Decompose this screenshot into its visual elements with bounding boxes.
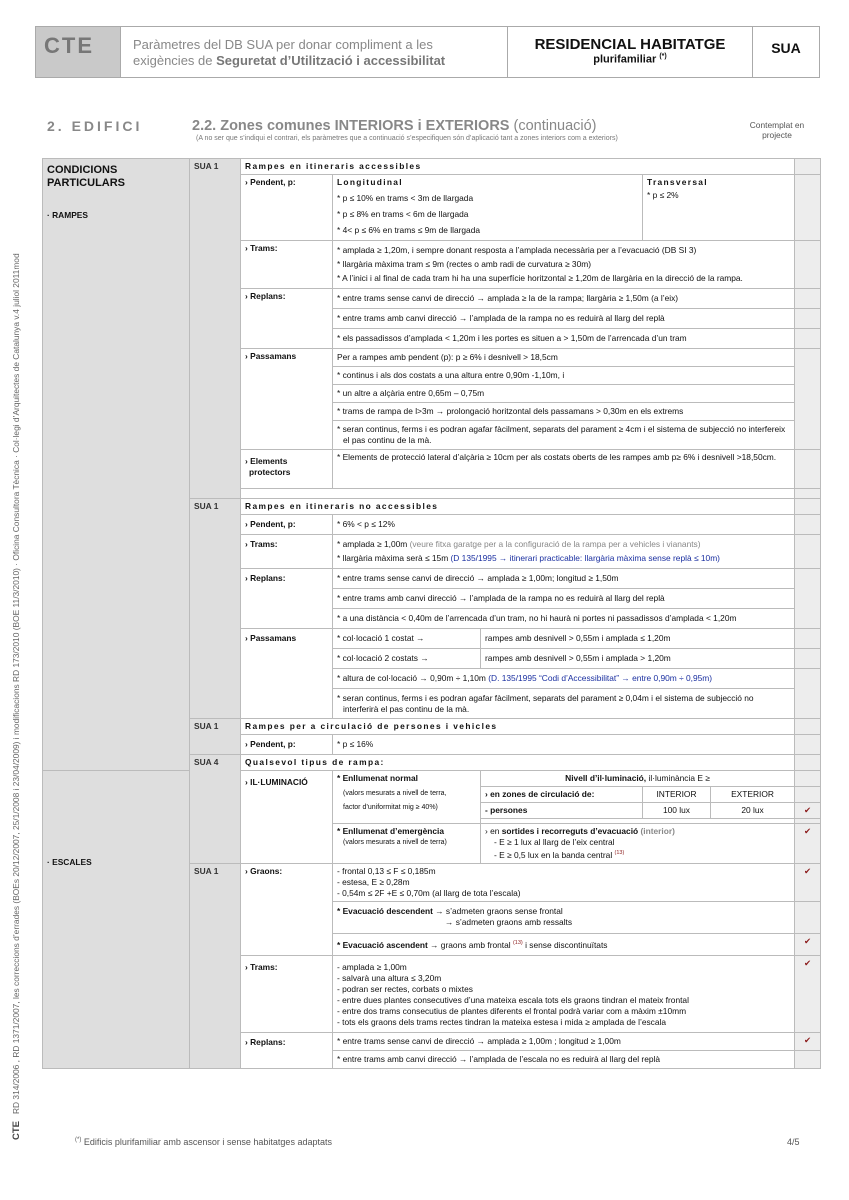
esc-evac-asc-b: * Evacuació ascendent [337, 939, 428, 950]
r1-trams-2: * llargària màxima tram ≤ 9m (rectes o amb radi de curvatura ≥ 30m) [337, 259, 592, 269]
header-title-line1: Paràmetres del DB SUA per donar compliment a les [133, 37, 433, 52]
r2-pendent-label: › Pendent, p: [241, 515, 333, 535]
r2-title: Rampes en itineraris no accessibles [241, 499, 795, 515]
cond-title: CONDICIONS PARTICULARS [47, 164, 126, 189]
r2-pass-2a: * col·locació 2 costats → [333, 649, 481, 669]
r4-emerg-1 [485, 826, 790, 837]
r2-trams-cell [333, 535, 795, 569]
cond-escales: · ESCALES [47, 857, 92, 867]
r1-long-3: * 4< p ≤ 6% en trams ≤ 9m de llargada [337, 225, 481, 235]
r1-longitudinal-cell [333, 175, 643, 241]
esc-trams-6: - tots els graons dels trams rectes tindran la mateixa estesa i mida ≥ amplada de l’escala [337, 1016, 667, 1027]
esc-graons-cell [333, 863, 795, 901]
r3-pendent-1: * p ≤ 16% [333, 735, 795, 755]
r1-title: Rampes en itineraris accessibles [241, 159, 795, 175]
r4-exterior-header: EXTERIOR [711, 787, 795, 803]
r3-pendent-label: › Pendent, p: [241, 735, 333, 755]
check-cell[interactable] [795, 863, 821, 901]
esc-trams-5: - entre dos trams consecutius de plantes diferents el frontal podrà variar com a màxim ±10mm [337, 1005, 687, 1016]
cond-cell-rampes [43, 159, 190, 771]
r1-replans-label: › Replans: [241, 289, 333, 349]
r1-pass-3: * un altre a alçària entre 0,65m – 0,75m [333, 385, 794, 403]
r4-interior-header: INTERIOR [643, 787, 711, 803]
check-cell[interactable] [795, 1032, 821, 1050]
r2-pass-2b: rampes amb desnivell > 0,55m i amplada > 1,20m [481, 649, 795, 669]
header-sua: SUA [771, 40, 801, 56]
r4-nivell-title: Nivell d’il·luminació, [565, 773, 647, 783]
check-cell[interactable] [795, 349, 821, 450]
r1-pass-5: * seran continus, ferms i es podran agafar fàcilment, separats del parament ≥ 4cm i el sistema de subjecció no interfereix el pas continu de la mà. [337, 424, 786, 445]
r2-pass-4: * seran continus, ferms i es podran agafar fàcilment, separats del parament ≥ 0,04m i el sistema de subjecció no interferirà el pas continu de la mà. [337, 693, 754, 714]
r4-enl-emerg: * Enllumenat d’emergència [337, 826, 445, 836]
r4-interior-value: 100 lux [643, 803, 711, 819]
esc-evac-desc-b: * Evacuació descendent [337, 905, 433, 916]
r1-replans-1: * entre trams sense canvi de direcció → amplada ≥ la de la rampa; llargària ≥ 1,50m (a l’eix) [333, 289, 795, 309]
r4-emerg-1c: (interior) [638, 826, 675, 836]
esc-evac-asc-1: → graons amb frontal [427, 939, 511, 950]
r1-replans-3: * els passadissos d’amplada < 1,20m i les portes es situen a > 1,50m de l’arrencada d’un tram [333, 329, 795, 349]
r1-replans-2: * entre trams amb canvi direcció → l’amplada de la rampa no es reduirà al llarg del replà [333, 309, 795, 329]
check-mark-icon: ✔ [804, 957, 812, 968]
r4-title: Qualsevol tipus de rampa: [241, 755, 795, 771]
esc-trams-3: - podran ser rectes, corbats o mixtes [337, 983, 473, 994]
r1-long-1: * p ≤ 10% en trams < 3m de llargada [337, 193, 474, 203]
page-number: 4/5 [787, 1137, 800, 1147]
esc-replans-1: * entre trams sense canvi de direcció → amplada ≥ 1,00m ; longitud ≥ 1,00m [333, 1032, 795, 1050]
r4-nivell-rest: il·luminància E ≥ [646, 773, 710, 783]
r1-passamans-cell [333, 349, 795, 450]
r2-trams-1a: * amplada ≥ 1,00m [337, 539, 408, 549]
side-legend-cte: CTE [11, 1121, 22, 1140]
r2-trams-1b: (veure fitxa garatge per a la configuració de la rampa per a vehicles i vianants) [407, 539, 701, 549]
check-cell[interactable] [795, 241, 821, 289]
check-cell[interactable] [795, 489, 821, 499]
esc-evac-desc-cell [333, 901, 795, 933]
check-cell[interactable] [795, 1050, 821, 1068]
esc-trams-cell [333, 955, 795, 1032]
esc-evac-asc-2: i sense discontinuïtats [522, 939, 608, 950]
r4-emerg-2: - E ≥ 1 lux al llarg de l’eix central [494, 837, 615, 847]
esc-evac-asc-cell [333, 933, 795, 955]
esc-evac-desc-1-text: → s’admeten graons sense frontal [432, 905, 563, 916]
r1-long-2: * p ≤ 8% en trams < 6m de llargada [337, 209, 469, 219]
check-cell[interactable] [795, 955, 821, 1032]
r2-replans-1: * entre trams sense canvi de direcció → amplada ≥ 1,00m; longitud ≥ 1,50m [333, 569, 794, 589]
check-mark-icon: ✔ [804, 1034, 812, 1045]
side-legend-text: RD 314/2006 , RD 1371/2007, les correccions d’errades (BOEs 20/12/2007, 25/1/2008 i 23/04/2009) i modificacions RD 173/2010 (BOE 11/3/2010) · Oficina Consultora Tècnica · Col·legi d’Arquitectes de Catalunya v.4 juliol 2011mod [11, 253, 21, 1115]
esc-evac-desc-1 [337, 906, 790, 917]
r2-trams-2b: (D 135/1995 → itinerari practicable: llargària màxima sense replà ≤ 10m) [448, 553, 720, 563]
r2-pass-3b: (D. 135/1995 “Codi d’Accessibilitat” → entre 0,90m ÷ 0,95m) [485, 673, 713, 683]
r2-pendent-1: * 6% < p ≤ 12% [333, 515, 795, 535]
r2-replans-label: › Replans: [241, 569, 333, 629]
r1-trams-1: * amplada ≥ 1,20m, i sempre donant resposta a l’amplada necessària per a l’evacuació (DB SI 3) [337, 245, 697, 255]
check-cell[interactable] [795, 569, 821, 629]
r4-enl-normal-cell [333, 771, 481, 824]
header-title [121, 27, 508, 77]
r4-persones: - persones [481, 803, 643, 819]
r2-trams-1 [337, 539, 790, 550]
r4-emerg-3-note: (13) [614, 850, 625, 856]
parameters-table [42, 158, 821, 1069]
r2-trams-2 [337, 553, 790, 564]
r4-emerg-3 [485, 848, 790, 861]
check-cell[interactable] [795, 535, 821, 569]
sua-code: SUA 1 [190, 499, 241, 719]
check-cell[interactable] [795, 787, 821, 803]
sua-code: SUA 4 [190, 755, 241, 864]
esc-graons-3: - 0,54m ≤ 2F +E ≤ 0,70m (al llarg de tota l’escala) [337, 887, 521, 898]
esc-trams-2: - salvarà una altura ≤ 3,20m [337, 972, 442, 983]
check-cell[interactable] [795, 669, 821, 719]
r4-enl-emerg-note: (valors mesurats a nivell de terra) [343, 839, 447, 846]
r3-title: Rampes per a circulació de persones i vehicles [241, 719, 795, 735]
check-mark-icon: ✔ [804, 805, 812, 815]
check-cell[interactable] [795, 933, 821, 955]
header-title-line2 [133, 53, 507, 69]
r4-ilum-label: › IL·LUMINACIÓ [241, 771, 333, 864]
r1-pass-1: Per a rampes amb pendent (p): p ≥ 6% i desnivell > 18,5cm [333, 349, 794, 367]
check-cell[interactable] [795, 719, 821, 735]
r2-pass-3 [333, 669, 794, 689]
esc-trams-label: › Trams: [241, 955, 333, 1032]
check-cell[interactable] [795, 755, 821, 771]
r1-trams-cell [333, 241, 795, 289]
r1-transversal-cell [643, 175, 795, 241]
check-cell[interactable] [795, 803, 821, 819]
esc-trams-4: - entre dues plantes consecutives d’una mateixa escala tots els graons tindran el mateix frontal [337, 994, 689, 1005]
r1-pendent-label: › Pendent, p: [241, 175, 333, 241]
r1-trams-3: * A l’inici i al final de cada tram hi ha una superfície horitzontal ≥ 1,20m de llargària en la direcció de la rampa. [337, 273, 743, 283]
check-cell[interactable] [795, 649, 821, 669]
section-title-cont: (continuació) [509, 118, 597, 134]
r4-enl-normal: * Enllumenat normal [337, 773, 418, 783]
r4-exterior-value: 20 lux [711, 803, 795, 819]
r1-pass-2: * continus i als dos costats a una altura entre 0,90m -1,10m, i [333, 367, 794, 385]
plurifamiliar-label [508, 53, 752, 66]
plurifamiliar-text: plurifamiliar [593, 53, 657, 66]
check-cell[interactable] [795, 159, 821, 175]
check-cell[interactable] [795, 289, 821, 309]
check-cell[interactable] [795, 515, 821, 535]
r2-pass-3-4 [333, 669, 795, 719]
check-cell[interactable] [795, 309, 821, 329]
check-cell[interactable] [795, 901, 821, 933]
section-title-main: 2.2. Zones comunes INTERIORS i EXTERIORS [192, 118, 510, 134]
check-cell[interactable] [795, 329, 821, 349]
r4-nivell-header [481, 771, 795, 787]
r1-trans-1: * p ≤ 2% [647, 190, 679, 200]
r2-trams-label: › Trams: [241, 535, 333, 569]
esc-graons-label: › Graons: [241, 863, 333, 955]
r2-pass-1b: rampes amb desnivell > 0,55m i amplada ≤ 1,20m [481, 629, 795, 649]
contemplat-header: Contemplat en projecte [749, 120, 805, 140]
r2-replans-3: * a una distància < 0,40m de l’arrencada d’un tram, no hi haurà ni portes ni passadissos d’amplada < 1,20m [337, 613, 737, 623]
cte-logo: CTE [36, 27, 121, 77]
check-mark-icon: ✔ [804, 865, 812, 876]
header-title-bold: Seguretat d’Utilització i accessibilitat [216, 53, 446, 68]
r2-replans-2: * entre trams amb canvi direcció → l’amplada de la rampa no es reduirà al llarg del replà [333, 589, 794, 609]
r4-zones-text: › en zones de circulació de: [485, 789, 595, 799]
r4-emerg-cell [481, 824, 795, 864]
table-row [43, 771, 821, 787]
check-cell[interactable] [795, 450, 821, 489]
plurifamiliar-note: (*) [659, 53, 667, 60]
sua-code: SUA 1 [190, 863, 241, 1068]
footer-note [75, 1137, 332, 1147]
r2-trams-2a: * llargària màxima serà ≤ 15m [337, 553, 449, 563]
cond-cell-escales [43, 771, 190, 1069]
r2-replans-cell [333, 569, 795, 629]
r1-elements-1: * Elements de protecció lateral d’alçària ≥ 10cm per als costats oberts de les rampes amb p≥ 6% i desnivell >18,50cm. [333, 450, 795, 489]
section-title [192, 118, 597, 134]
check-mark-icon: ✔ [804, 935, 812, 946]
r4-emerg-3-text: - E ≥ 0,5 lux en la banda central [494, 849, 613, 860]
check-cell[interactable] [795, 499, 821, 515]
footer-note-text: Edificis plurifamiliar amb ascensor i sense habitatges adaptats [81, 1137, 332, 1147]
header-title-pre: exigències de [133, 53, 217, 68]
r1-elements-label: › Elements protectors [241, 450, 333, 489]
check-cell[interactable] [795, 175, 821, 241]
sua-code: SUA 1 [190, 159, 241, 499]
section-number: 2. EDIFICI [47, 118, 143, 134]
header-residencial [508, 27, 753, 77]
r1-longitudinal: Longitudinal [337, 177, 403, 187]
r4-zones [481, 787, 643, 803]
page-header [35, 26, 820, 78]
r4-emerg-1b: sortides i recorreguts d’evacuació [501, 826, 639, 836]
check-cell[interactable] [795, 824, 821, 864]
side-legend [11, 50, 22, 1140]
check-cell[interactable] [795, 629, 821, 649]
r1-pass-4: * trams de rampa de l>3m → prolongació horitzontal dels passamans > 0,30m en els extrems [333, 403, 794, 421]
spacer-cell [241, 489, 795, 499]
esc-graons-1: - frontal 0,13 ≤ F ≤ 0,185m [337, 865, 436, 876]
check-mark-icon: ✔ [804, 826, 812, 836]
r1-trams-label: › Trams: [241, 241, 333, 289]
r2-pass-3a: * altura de col·locació → 0,90m ÷ 1,10m [337, 673, 486, 683]
esc-evac-desc-2: → s’admeten graons amb ressalts [445, 916, 573, 927]
cond-rampes: · RAMPES [47, 210, 88, 220]
esc-graons-2: - estesa, E ≥ 0,28m [337, 876, 410, 887]
table-row [43, 159, 821, 175]
footer-note-mark: (*) [75, 1137, 82, 1143]
r2-passamans-label: › Passamans [241, 629, 333, 719]
r2-pass-1a: * col·locació 1 costat → [333, 629, 481, 649]
esc-evac-asc-note: (13) [512, 939, 523, 946]
residencial-title: RESIDENCIAL HABITATGE [534, 36, 726, 53]
esc-replans-label: › Replans: [241, 1032, 333, 1068]
r1-transversal: Transversal [647, 177, 708, 187]
r1-passamans-label: › Passamans [241, 349, 333, 450]
check-cell[interactable] [795, 735, 821, 755]
r4-enl-normal-note1: (valors mesurats a nivell de terra, [343, 790, 447, 797]
sua-code: SUA 1 [190, 719, 241, 755]
r4-enl-emerg-cell [333, 824, 481, 864]
r4-emerg-1a: › en [485, 826, 502, 836]
check-cell[interactable] [795, 771, 821, 787]
r4-enl-normal-note2: factor d’uniformitat mig ≥ 40%) [343, 804, 438, 811]
esc-trams-1: - amplada ≥ 1,00m [337, 961, 407, 972]
esc-replans-2: * entre trams amb canvi direcció → l’amplada de l’escala no es reduirà al llarg del replà [333, 1050, 795, 1068]
section-subtitle: (A no ser que s’indiqui el contrari, els paràmetres que a continuació s’especifiquen són d’aplicació tant a zones interiors com a exteriors) [196, 135, 618, 142]
